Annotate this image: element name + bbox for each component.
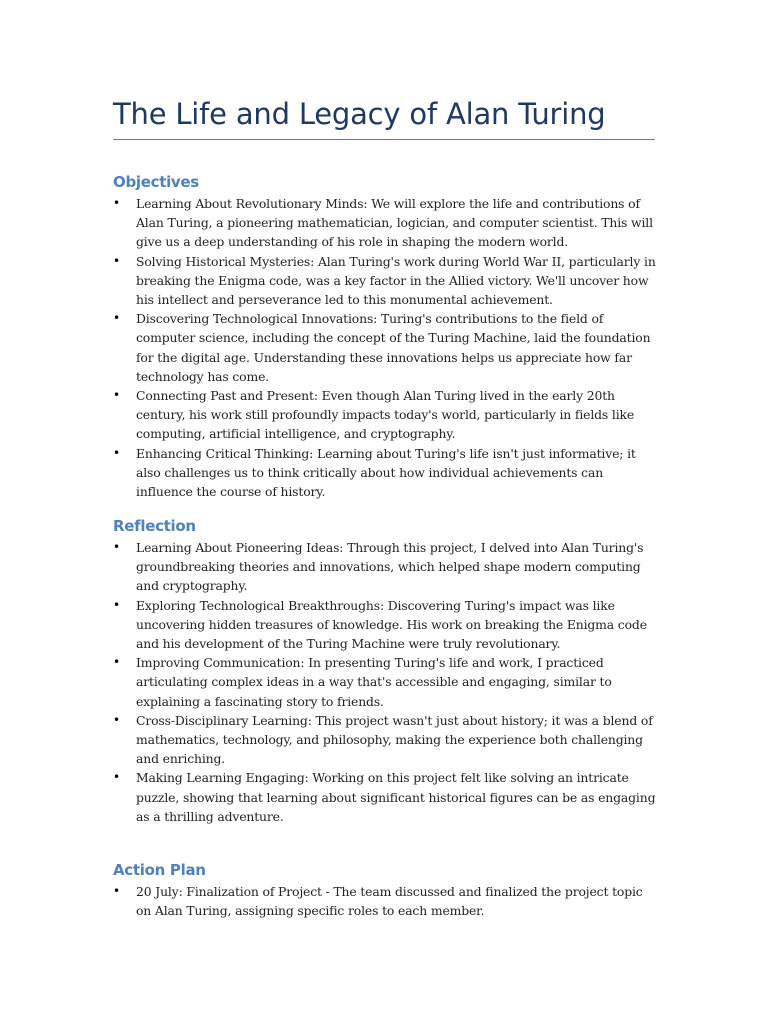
bullet-icon: • <box>113 196 120 210</box>
objectives-list-item <box>113 309 658 386</box>
list-item-text: Solving Historical Mysteries: Alan Turing's work during World War II, particularly in breaking the Enigma code, was a key factor in the Allied victory. We'll uncover how his intellect and perseverance led to this monumental achievement. <box>136 253 656 308</box>
reflection-heading: Reflection <box>113 517 196 535</box>
list-item-text: Connecting Past and Present: Even though Alan Turing lived in the early 20th century, his work still profoundly impacts today's world, particularly in fields like computing, artificial intelligence, and cryptography. <box>136 388 635 442</box>
document-title: The Life and Legacy of Alan Turing <box>113 97 606 131</box>
reflection-list-item <box>113 768 658 826</box>
objectives-list-item <box>113 252 658 310</box>
reflection-list <box>113 538 658 826</box>
action-plan-list-item <box>113 882 658 920</box>
list-item-text: Learning About Pioneering Ideas: Through this project, I delved into Alan Turing's groundbreaking theories and innovations, which helped shape modern computing and cryptography. <box>136 540 644 594</box>
objectives-section <box>113 172 658 501</box>
bullet-icon: • <box>113 253 120 268</box>
action-plan-heading: Action Plan <box>113 861 206 879</box>
bullet-icon: • <box>113 884 120 898</box>
list-item-text: 20 July: Finalization of Project - The team discussed and finalized the project topic on Alan Turing, assigning specific roles to each member. <box>136 884 643 919</box>
objectives-list-item <box>113 386 658 444</box>
objectives-list-item <box>113 194 658 252</box>
action-plan-list <box>113 882 658 920</box>
list-item-text: Enhancing Critical Thinking: Learning about Turing's life isn't just informative; it also challenges us to think critically about how individual achievements can influence the course of history. <box>136 445 636 500</box>
reflection-list-item <box>113 538 658 596</box>
bullet-icon: • <box>113 445 120 460</box>
objectives-list-item <box>113 444 658 502</box>
bullet-icon: • <box>113 388 120 403</box>
action-plan-section <box>113 860 658 920</box>
list-item-text: Learning About Revolutionary Minds: We will explore the life and contributions of Alan Turing, a pioneering mathematician, logician, and computer scientist. This will give us a deep understanding of his role in shaping the modern world. <box>136 196 653 250</box>
list-item-text: Exploring Technological Breakthroughs: Discovering Turing's impact was like uncovering hidden treasures of knowledge. His work on breaking the Enigma code and his development of the Turing Machine were truly revolutionary. <box>136 597 647 652</box>
reflection-list-item <box>113 653 658 711</box>
bullet-icon: • <box>113 597 120 612</box>
list-item-text: Making Learning Engaging: Working on this project felt like solving an intricate puzzle, showing that learning about significant historical figures can be as engaging as a thrilling adventure. <box>136 770 656 824</box>
list-item-text: Cross-Disciplinary Learning: This project wasn't just about history; it was a blend of mathematics, technology, and philosophy, making the experience both challenging and enriching. <box>136 712 653 767</box>
objectives-heading: Objectives <box>113 173 199 191</box>
reflection-section <box>113 516 658 826</box>
bullet-icon: • <box>113 770 120 785</box>
bullet-icon: • <box>113 311 120 326</box>
bullet-icon: • <box>113 655 120 670</box>
title-underline-rule <box>113 139 655 140</box>
bullet-icon: • <box>113 540 120 554</box>
objectives-list <box>113 194 658 501</box>
list-item-text: Improving Communication: In presenting Turing's life and work, I practiced articulating complex ideas in a way that's accessible and engaging, similar to explaining a fascinating story to friends. <box>136 655 612 709</box>
bullet-icon: • <box>113 712 120 727</box>
reflection-list-item <box>113 596 658 654</box>
reflection-list-item <box>113 711 658 769</box>
list-item-text: Discovering Technological Innovations: Turing's contributions to the field of computer science, including the concept of the Turing Machine, laid the foundation for the digital age. Understanding these innovations helps us appreciate how far technology has come. <box>136 311 651 384</box>
